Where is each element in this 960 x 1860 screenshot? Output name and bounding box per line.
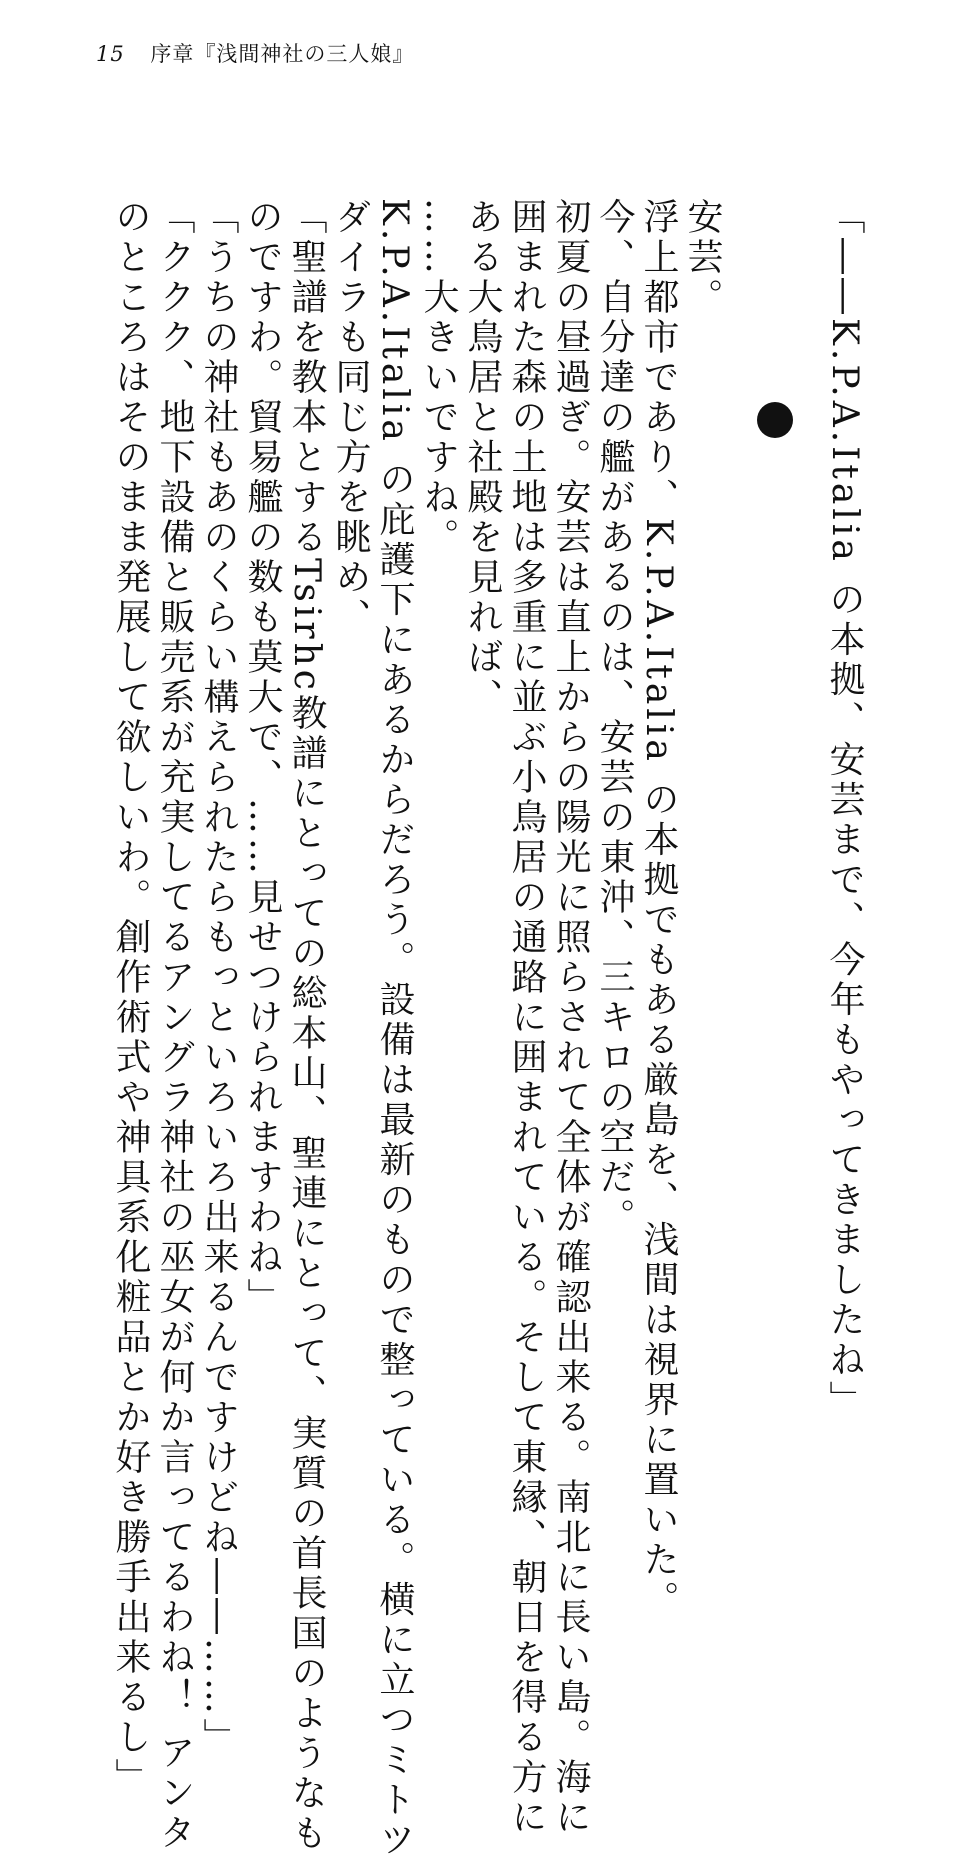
text-line: 安芸。 <box>682 198 723 318</box>
text-line: のですわ。貿易艦の数も莫大で、……見せつけられますわね」 <box>242 198 283 1318</box>
page-number: 15 <box>96 42 125 66</box>
running-header <box>96 38 414 68</box>
text-line: ダイラも同じ方を眺め、 <box>330 198 371 638</box>
text-line: のところはそのまま発展して欲しいわ。創作術式や神具系化粧品とか好き勝手出来るし」 <box>110 198 151 1798</box>
text-line: 囲まれた森の土地は多重に並ぶ小鳥居の通路に囲まれている。そして東縁、朝日を得る方に <box>506 198 547 1838</box>
text-line: 浮上都市であり、K.P.A.Italia の本拠でもある厳島を、浅間は視界に置いた。 <box>638 198 679 1621</box>
text-line: K.P.A.Italia の庇護下にあるからだろう。設備は最新のもので整っている。横に立つミトツ <box>374 198 415 1860</box>
text-line: 「うちの神社もあのくらい構えられたらもっといろいろ出来るんですけどね――……」 <box>198 198 239 1758</box>
text-line: 今、自分達の艦があるのは、安芸の東沖、三キロの空だ。 <box>594 198 635 1238</box>
chapter-title: 序章『浅間神社の三人娘』 <box>150 42 415 66</box>
section-bullet-icon <box>757 402 793 438</box>
text-line: ……大きいですね。 <box>418 198 459 558</box>
text-line: 「聖譜を教本とするTsirhc教譜にとっての総本山、聖連にとって、実質の首長国のようなも <box>286 198 327 1854</box>
text-line: 「ククク、地下設備と販売系が充実してるアングラ神社の巫女が何か言ってるわね！ アンタ <box>154 198 195 1854</box>
text-line: ある大鳥居と社殿を見れば、 <box>462 198 503 718</box>
text-line: 「――K.P.A.Italia の本拠、安芸まで、今年もやってきましたね」 <box>824 198 865 1421</box>
text-line: 初夏の昼過ぎ。安芸は直上からの陽光に照らされて全体が確認出来る。南北に長い島。海に <box>550 198 591 1838</box>
